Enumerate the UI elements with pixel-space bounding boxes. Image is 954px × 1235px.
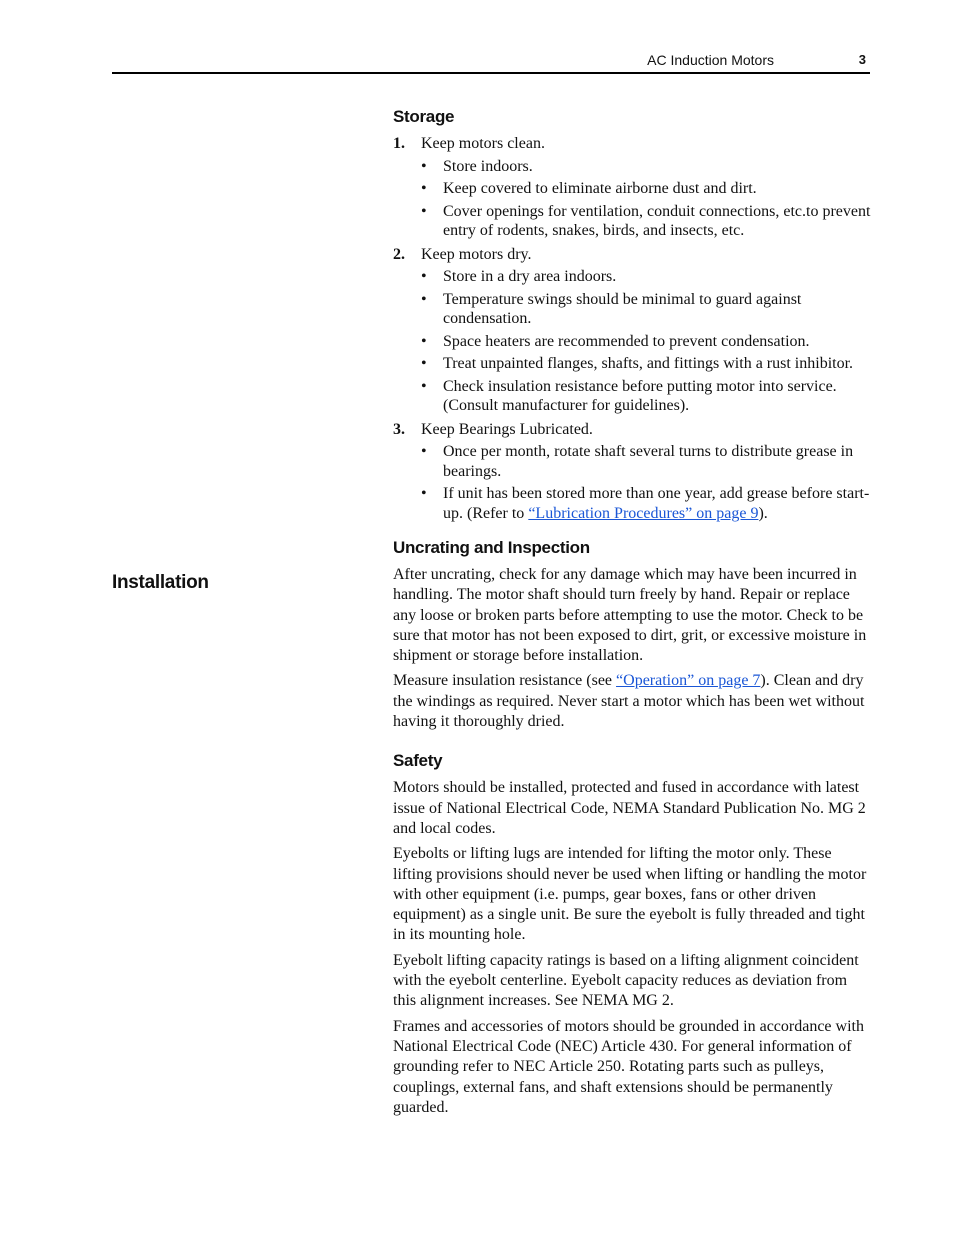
safety-paragraph: Motors should be installed, protected and fused in accordance with latest issue of National Electrical Code, NEMA Standard Publication No. MG 2 and local codes. xyxy=(393,779,866,837)
page-number: 3 xyxy=(858,52,866,67)
side-heading-installation: Installation xyxy=(112,572,209,593)
bullet-item: • Space heaters are recommended to prevent condensation. xyxy=(421,332,810,350)
step-text: Keep motors clean. xyxy=(421,135,545,152)
uncrating-section xyxy=(393,537,871,732)
storage-heading: Storage xyxy=(393,107,455,126)
bullet-item: • Keep covered to eliminate airborne dust and dirt. xyxy=(421,180,757,197)
step-number: 3. xyxy=(393,420,405,438)
insulation-paragraph: Measure insulation resistance (see “Operation” on page 7). Clean and dry the windings as required. Never start a motor which has been wet without having it thoroughly dried. xyxy=(393,672,865,731)
bullet-item: • Store indoors. xyxy=(421,157,533,175)
bullet-item: • If unit has been stored more than one year, add grease before start-up. (Refer to “Lubrication Procedures” on page 9). xyxy=(421,485,870,522)
operation-link[interactable]: “Operation” on page 7 xyxy=(616,672,761,690)
step-number: 2. xyxy=(393,245,405,263)
storage-step-3 xyxy=(393,420,871,524)
step-text: Keep motors dry. xyxy=(421,245,532,263)
step-text: Keep Bearings Lubricated. xyxy=(421,420,593,438)
storage-section xyxy=(393,106,871,523)
bullet-item: • Cover openings for ventilation, conduit connections, etc.to prevent entry of rodents, snakes, birds, and insects, etc. xyxy=(421,202,871,239)
bullet-item: • Treat unpainted flanges, shafts, and fittings with a rust inhibitor. xyxy=(421,355,854,372)
safety-heading: Safety xyxy=(393,751,443,771)
uncrating-paragraph: After uncrating, check for any damage which may have been incurred in handling. The motor shaft should turn freely by hand. Repair or replace any loose or broken parts before attempting to use the motor. Check to be sure that motor has not been exposed to dirt, grit, or excessive moisture in shipment or storage before installation. xyxy=(393,566,867,665)
main-column xyxy=(393,106,871,1123)
bullet-item: • Store in a dry area indoors. xyxy=(421,268,617,285)
storage-steps xyxy=(393,134,871,523)
bullet-item: • Check insulation resistance before putting motor into service. (Consult manufacturer for guidelines). xyxy=(421,377,837,414)
uncrating-heading: Uncrating and Inspection xyxy=(393,538,590,557)
safety-paragraph: Frames and accessories of motors should be grounded in accordance with National Electrical Code (NEC) Article 430. For general information of grounding refer to NEC Article 250. Rotating parts such as pulleys, couplings, external fans, and shaft extensions should be permanently guarded. xyxy=(393,1017,864,1116)
bullet-item: • Once per month, rotate shaft several turns to distribute grease in bearings. xyxy=(421,443,854,480)
storage-step-2 xyxy=(393,245,871,416)
lubrication-procedures-link[interactable]: “Lubrication Procedures” on page 9 xyxy=(528,504,759,522)
bullet-list xyxy=(393,442,871,523)
header-title: AC Induction Motors xyxy=(647,52,774,68)
safety-paragraph: Eyebolt lifting capacity ratings is based on a lifting alignment coincident with the eyebolt centerline. Eyebolt capacity reduces as deviation from this alignment increases. See NEMA MG 2. xyxy=(393,951,859,1010)
bullet-list xyxy=(393,157,871,241)
safety-section xyxy=(393,750,871,1118)
running-header xyxy=(112,52,870,74)
step-number: 1. xyxy=(393,135,405,152)
bullet-item: • Temperature swings should be minimal to guard against condensation. xyxy=(421,290,802,327)
storage-step-1 xyxy=(393,134,871,241)
bullet-list xyxy=(393,267,871,416)
safety-paragraph: Eyebolts or lifting lugs are intended for lifting the motor only. These lifting provisions should never be used when lifting or handling the motor with other equipment (i.e. pumps, gear boxes, fans or other driven equipment) as a single unit. Be sure the eyebolt is fully threaded and tight in its mounting hole. xyxy=(393,845,867,944)
